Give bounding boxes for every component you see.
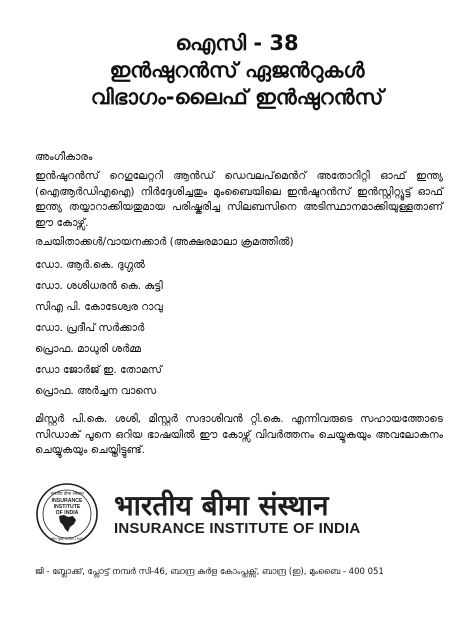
acknowledgement-text: മിസ്റ്റർ പി.കെ. ശശി, മിസ്റ്റർ സദാശിവൻ റ്റി.കെ. എന്നിവരുടെ സഹായത്തോടെ സിഡാക് പൂനെ ഒറിയ ഭാഷയിൽ ഈ കോഴ്സ് വിവർത്തനം ചെയ്യുകയും അവലോകനം ചെയ്യുകയും ചെയ്തിട്ടുണ്ട്. bbox=[35, 413, 443, 456]
brand-name-hindi: भारतीय बीमा संस्थान bbox=[114, 489, 329, 522]
authors-list bbox=[35, 255, 443, 402]
author-item: ഡോ. പ്രദീപ് സർക്കാർ bbox=[35, 322, 145, 334]
emblem-text-mid: INSTITUTE bbox=[53, 504, 81, 510]
approval-heading: അംഗീകാരം bbox=[35, 151, 93, 163]
author-item: ഡോ. ശശിധരൻ കെ. കുട്ടി bbox=[35, 280, 163, 292]
author-item: പ്രൊഫ. അർച്ചന വാസെ bbox=[35, 385, 157, 397]
author-item: ഡോ ജോർജ് ഇ. തോമസ് bbox=[35, 364, 162, 376]
address-line: ജി - ബ്ലോക്ക്, പ്ലോട്ട് നമ്പർ സി-46, ബാന്ദ്ര കുർള കോംപ്ലക്സ്, ബാന്ദ്ര (ഇ), മുംബൈ - 400 051 bbox=[35, 567, 384, 577]
institute-emblem-logo bbox=[35, 482, 99, 546]
title-line-2: ഇൻഷുറൻസ് ഏജൻറുകൾ bbox=[109, 58, 365, 82]
author-item: ഡോ. ആർ.കെ. ദുഗ്ഗൽ bbox=[35, 259, 145, 271]
title-line-1: ഐസി - 38 bbox=[175, 31, 299, 55]
emblem-bottom-text: कोटा मुंबई स्थापित 1955 bbox=[50, 537, 84, 541]
authors-heading: രചയിതാക്കൾ/വായനക്കാർ (അക്ഷരമാലാ ക്രമത്തിൽ) bbox=[35, 236, 294, 248]
title-line-3: വിഭാഗം-ലൈഫ് ഇൻഷുറൻസ് bbox=[90, 85, 384, 109]
approval-text: ഇൻഷുറൻസ് റെഗുലേറ്ററി ആൻഡ് ഡെവലപ്‌മെൻറ് അതോറിറ്റി ഓഫ് ഇന്ത്യ (ഐആർഡിഎഐ) നിർദ്ദേശിച്ചതും മുംബൈയിലെ ഇൻഷുറൻസ് ഇൻസ്റ്റിറ്റ്യൂട്ട് ഓഫ് ഇന്ത്യ തയ്യാറാക്കിയതുമായ പരിഷ്കരിച്ച സിലബസിനെ അടിസ്ഥാനമാക്കിയുള്ളതാണ് ഈ കോഴ്സ്. bbox=[35, 170, 443, 229]
author-item: സിഎ പി. കോടേശ്വര റാവു bbox=[35, 301, 163, 313]
brand-name-english: INSURANCE INSTITUTE OF INDIA bbox=[114, 520, 361, 537]
emblem-text-bot: OF INDIA bbox=[55, 510, 79, 516]
emblem-text-top: INSURANCE bbox=[51, 498, 83, 504]
title-block bbox=[0, 30, 474, 111]
emblem-hindi-text: भारतीय बीमा संस्थान bbox=[50, 492, 84, 497]
author-item: പ്രൊഫ. മാധുരി ശർമ്മ bbox=[35, 343, 141, 355]
